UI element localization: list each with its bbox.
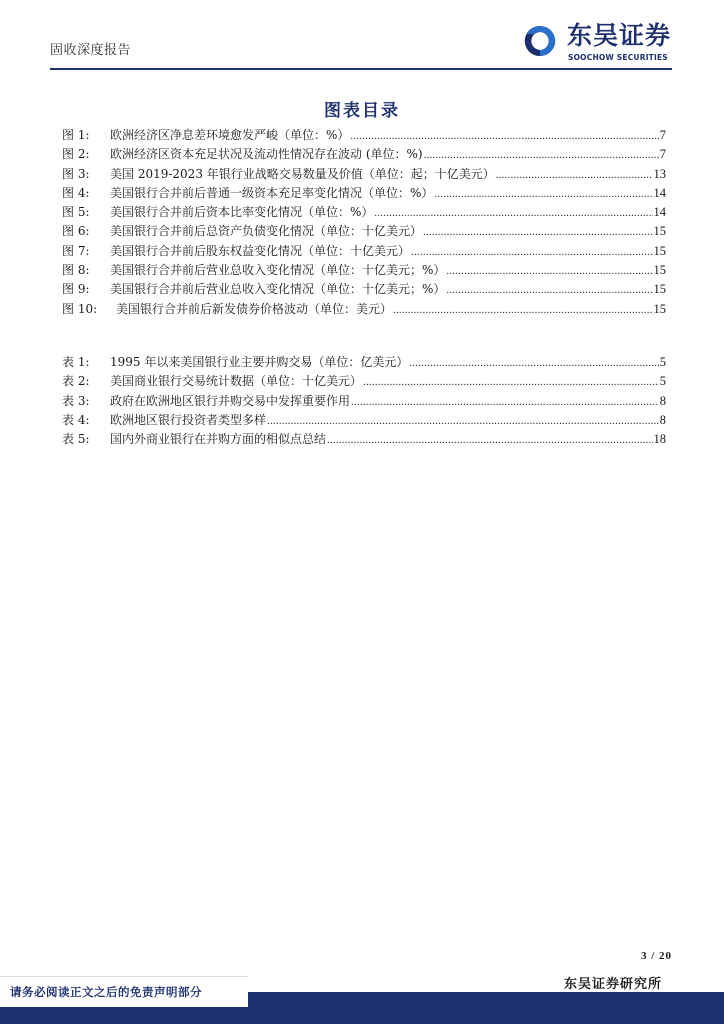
figure-toc-entry[interactable]: [62, 300, 666, 319]
logo-chinese-name: 东吴证券: [567, 21, 672, 50]
toc-entry-page: 15: [653, 243, 666, 258]
figure-toc-entry[interactable]: [62, 126, 666, 145]
toc-entry-number: 图 5:: [62, 205, 90, 220]
toc-dot-leader: [423, 223, 652, 242]
figure-toc-entry[interactable]: [62, 261, 666, 280]
disclaimer-text: 请务必阅读正文之后的免责声明部分: [10, 985, 202, 999]
toc-dot-leader: [393, 301, 652, 320]
figure-toc-entry[interactable]: [62, 165, 666, 184]
header-divider: [50, 68, 672, 70]
toc-entry-page: 7: [659, 147, 666, 162]
toc-dot-leader: [363, 373, 659, 392]
toc-entry-label: 美国银行合并前后股东权益变化情况（单位：十亿美元）: [110, 243, 411, 258]
toc-entry-page: 18: [653, 432, 666, 447]
toc-entry-number: 图 10:: [62, 301, 98, 316]
table-toc-entry[interactable]: [62, 392, 666, 411]
table-list: [62, 353, 666, 449]
toc-entry-page: 13: [653, 166, 666, 181]
table-toc-entry[interactable]: [62, 411, 666, 430]
company-logo: [520, 22, 680, 64]
toc-dot-leader: [327, 431, 652, 450]
toc-dot-leader: [434, 185, 652, 204]
report-type-label: 固收深度报告: [50, 43, 132, 58]
toc-entry-label: 政府在欧洲地区银行并购交易中发挥重要作用: [110, 393, 351, 408]
toc-entry-label: 美国银行合并前后营业总收入变化情况（单位：十亿美元；%）: [110, 282, 446, 297]
toc-entry-page: 5: [659, 355, 666, 369]
figure-toc-entry[interactable]: [62, 203, 666, 222]
figure-list: [62, 126, 666, 319]
toc-dot-leader: [446, 262, 652, 281]
toc-dot-leader: [411, 243, 652, 262]
toc-entry-number: 图 3:: [62, 166, 90, 181]
toc-entry-label: 欧洲经济区资本充足状况及流动性情况存在波动 (单位：%): [110, 147, 423, 162]
toc-entry-page: 8: [659, 393, 666, 408]
table-toc-entry[interactable]: [62, 372, 666, 391]
toc-entry-label: 美国银行合并前后新发债券价格波动（单位：美元）: [116, 301, 393, 316]
toc-entry-label: 美国银行合并前后普通一级资本充足率变化情况（单位：%）: [110, 185, 434, 200]
toc-entry-number: 表 3:: [62, 393, 90, 408]
toc-entry-label: 美国银行合并前后资本比率变化情况（单位：%）: [110, 205, 374, 220]
toc-entry-number: 图 4:: [62, 185, 90, 200]
toc-entry-label: 1995 年以来美国银行业主要并购交易（单位：亿美元）: [110, 355, 409, 369]
toc-title: 图表目录: [324, 101, 400, 121]
toc-dot-leader: [351, 393, 659, 412]
figure-toc-entry[interactable]: [62, 222, 666, 241]
toc-dot-leader: [496, 166, 653, 185]
toc-entry-number: 表 2:: [62, 374, 90, 389]
toc-entry-page: 5: [659, 374, 666, 389]
footer-institute: 东吴证券研究所: [563, 977, 662, 992]
toc-dot-leader: [350, 127, 658, 146]
figure-toc-entry[interactable]: [62, 145, 666, 164]
toc-dot-leader: [446, 281, 652, 300]
toc-entry-label: 美国商业银行交易统计数据（单位：十亿美元）: [110, 374, 363, 389]
toc-entry-page: 8: [659, 412, 666, 427]
toc-dot-leader: [374, 204, 652, 223]
toc-entry-label: 欧洲地区银行投资者类型多样: [110, 412, 267, 427]
toc-dot-leader: [267, 412, 659, 431]
toc-entry-label: 国内外商业银行在并购方面的相似点总结: [110, 432, 327, 447]
toc-entry-label: 美国银行合并前后营业总收入变化情况（单位：十亿美元；%）: [110, 263, 446, 278]
toc-dot-leader: [409, 354, 658, 373]
toc-entry-number: 表 4:: [62, 412, 90, 427]
toc-entry-page: 14: [653, 185, 666, 200]
toc-dot-leader: [424, 146, 659, 165]
toc-entry-page: 15: [653, 224, 666, 239]
table-toc-entry[interactable]: [62, 430, 666, 449]
toc-entry-label: 美国 2019-2023 年银行业战略交易数量及价值（单位：起；十亿美元）: [110, 166, 495, 181]
figure-toc-entry[interactable]: [62, 280, 666, 299]
figure-toc-entry[interactable]: [62, 184, 666, 203]
page-number: 3 / 20: [640, 950, 672, 962]
toc-entry-page: 15: [653, 263, 666, 278]
toc-entry-number: 图 9:: [62, 282, 90, 297]
logo-english-name: SOOCHOW SECURITIES: [568, 53, 668, 62]
soochow-logo-icon: [520, 24, 560, 58]
toc-entry-number: 表 1:: [62, 355, 90, 369]
toc-entry-label: 美国银行合并前后总资产负债变化情况（单位：十亿美元）: [110, 224, 423, 239]
toc-entry-page: 15: [653, 301, 666, 316]
toc-entry-label: 欧洲经济区净息差环境愈发严峻（单位：%）: [110, 128, 350, 142]
toc-entry-number: 图 1:: [62, 128, 90, 142]
toc-entry-page: 15: [653, 282, 666, 297]
figure-toc-entry[interactable]: [62, 242, 666, 261]
toc-entry-number: 图 7:: [62, 243, 90, 258]
toc-entry-number: 图 2:: [62, 147, 90, 162]
table-toc-entry[interactable]: [62, 353, 666, 372]
toc-entry-number: 图 6:: [62, 224, 90, 239]
toc-entry-page: 7: [659, 128, 666, 142]
toc-entry-number: 图 8:: [62, 263, 90, 278]
toc-entry-page: 14: [653, 205, 666, 220]
toc-entry-number: 表 5:: [62, 432, 90, 447]
